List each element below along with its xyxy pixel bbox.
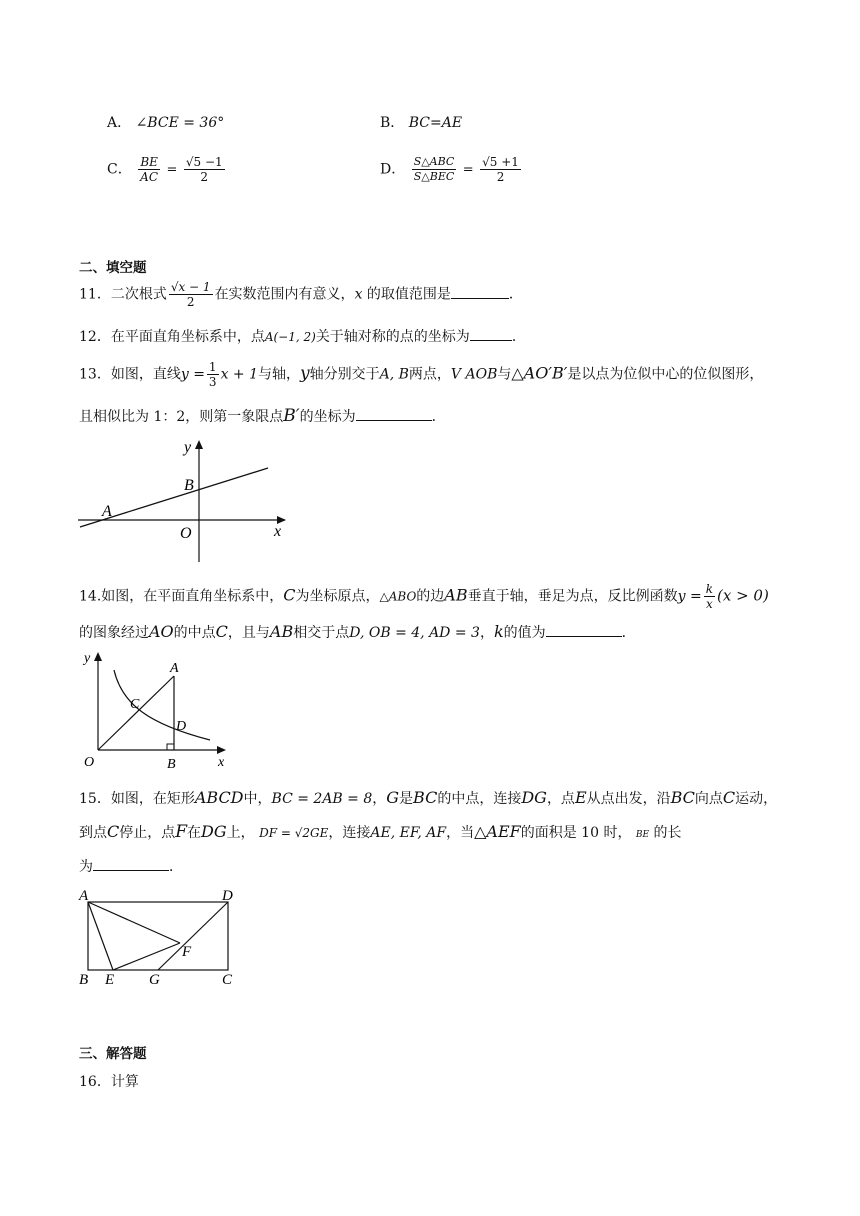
figure-14 — [78, 644, 238, 772]
hyperbola-curve — [114, 670, 210, 740]
label-o: O — [84, 755, 95, 770]
x-axis-arrow — [217, 746, 226, 754]
y-axis-arrow — [94, 652, 102, 661]
label-b: B — [79, 972, 89, 988]
label-x: x — [274, 523, 282, 540]
question-14-line2: 的图象经过AO的中点C，且与AB相交于点D, OB = 4, AD = 3，k的值为 ． — [79, 622, 636, 641]
section-title-fill-in: 二、填空题 — [79, 260, 147, 276]
label-e: E — [105, 972, 115, 988]
question-15-line1: 15．如图，在矩形ABCD中，BC = 2AB = 8，G是BC的中点，连接DG，点E从点出发，沿BC向点C运动， — [79, 788, 778, 807]
label-a: A — [170, 661, 179, 676]
question-15-line2: 到点C停止，点F在DG上， DF = √2GE，连接AE, EF, AF，当△AEF的面积是 10 时， BE 的长 — [79, 822, 682, 842]
label-a: A — [102, 503, 112, 520]
option-d: D． $\frac{\text{S△ABC}}{\text{S△BEC}}$ = $\frac{√5 +1}{2}$ — [380, 155, 519, 184]
label-a: A — [79, 888, 89, 904]
label-d: D — [222, 888, 233, 904]
label-c: C — [222, 972, 233, 988]
option-c-rhs: $\frac{√5 -1}{2}$ — [185, 155, 223, 184]
label-b: B — [184, 477, 194, 494]
section-title-solve: 三、解答题 — [79, 1046, 147, 1062]
segment-oa — [98, 676, 174, 750]
question-13-line2: 且相似比为 1：2，则第一象限点B′的坐标为 ． — [79, 406, 446, 426]
question-15-line3: 为 ． — [79, 859, 183, 875]
label-b: B — [167, 757, 176, 772]
label-g: G — [149, 972, 160, 988]
option-d-lhs: $\frac{\text{S△ABC}}{\text{S△BEC}}$ — [413, 155, 455, 183]
segment-ef — [113, 943, 180, 970]
figure-13 — [70, 430, 300, 570]
option-a-text: ∠BCE = 36° — [135, 115, 225, 131]
label-y: y — [184, 439, 192, 456]
label-f: F — [182, 944, 192, 960]
segment-ae — [88, 902, 113, 970]
answer-blank[interactable] — [470, 328, 512, 341]
option-c: C． $\frac{BE}{AC}$ = $\frac{√5 -1}{2}$ — [107, 155, 223, 184]
answer-blank[interactable] — [546, 624, 622, 637]
answer-blank[interactable] — [451, 286, 509, 299]
q11-radical: $\frac{√x - 1}{2}$ — [170, 280, 211, 309]
y-axis-arrow — [195, 440, 203, 449]
answer-blank[interactable] — [93, 858, 169, 871]
label-d: D — [176, 719, 187, 734]
question-16: 16．计算 — [79, 1074, 139, 1090]
figure-15 — [74, 884, 244, 994]
right-angle-mark — [167, 744, 174, 750]
question-13-line1: 13．如图，直线y = $\frac{1}{3}$ x + 1与轴，y轴分别交于A, B两点，V AOB与△AO′B′是以点为位似中心的位似图形， — [79, 360, 764, 389]
question-14-line1: 14.如图，在平面直角坐标系中，C为坐标原点，△ABO的边AB垂直于轴，垂足为点，反比例函数y = $\frac{k}{x}$ (x > 0) — [79, 582, 769, 611]
answer-blank[interactable] — [356, 408, 432, 421]
segment-dg — [158, 902, 228, 970]
question-12: 12．在平面直角坐标系中，点A(−1, 2)关于轴对称的点的坐标为 ． — [79, 329, 526, 345]
label-y: y — [84, 651, 91, 666]
label-c: C — [130, 697, 140, 712]
option-c-lhs: $\frac{BE}{AC}$ — [140, 155, 159, 184]
option-a: A． ∠BCE = 36° — [107, 115, 225, 131]
option-b-text: BC=AE — [408, 115, 463, 131]
option-d-rhs: $\frac{√5 +1}{2}$ — [482, 155, 519, 184]
label-o: O — [180, 525, 192, 542]
option-b: B． BC=AE — [380, 115, 463, 131]
label-x: x — [218, 755, 225, 770]
segment-af — [88, 902, 180, 943]
question-11: 11．二次根式 $\frac{√x - 1}{2}$ 在实数范围内有意义，x 的取值范围是 ． — [79, 280, 523, 309]
